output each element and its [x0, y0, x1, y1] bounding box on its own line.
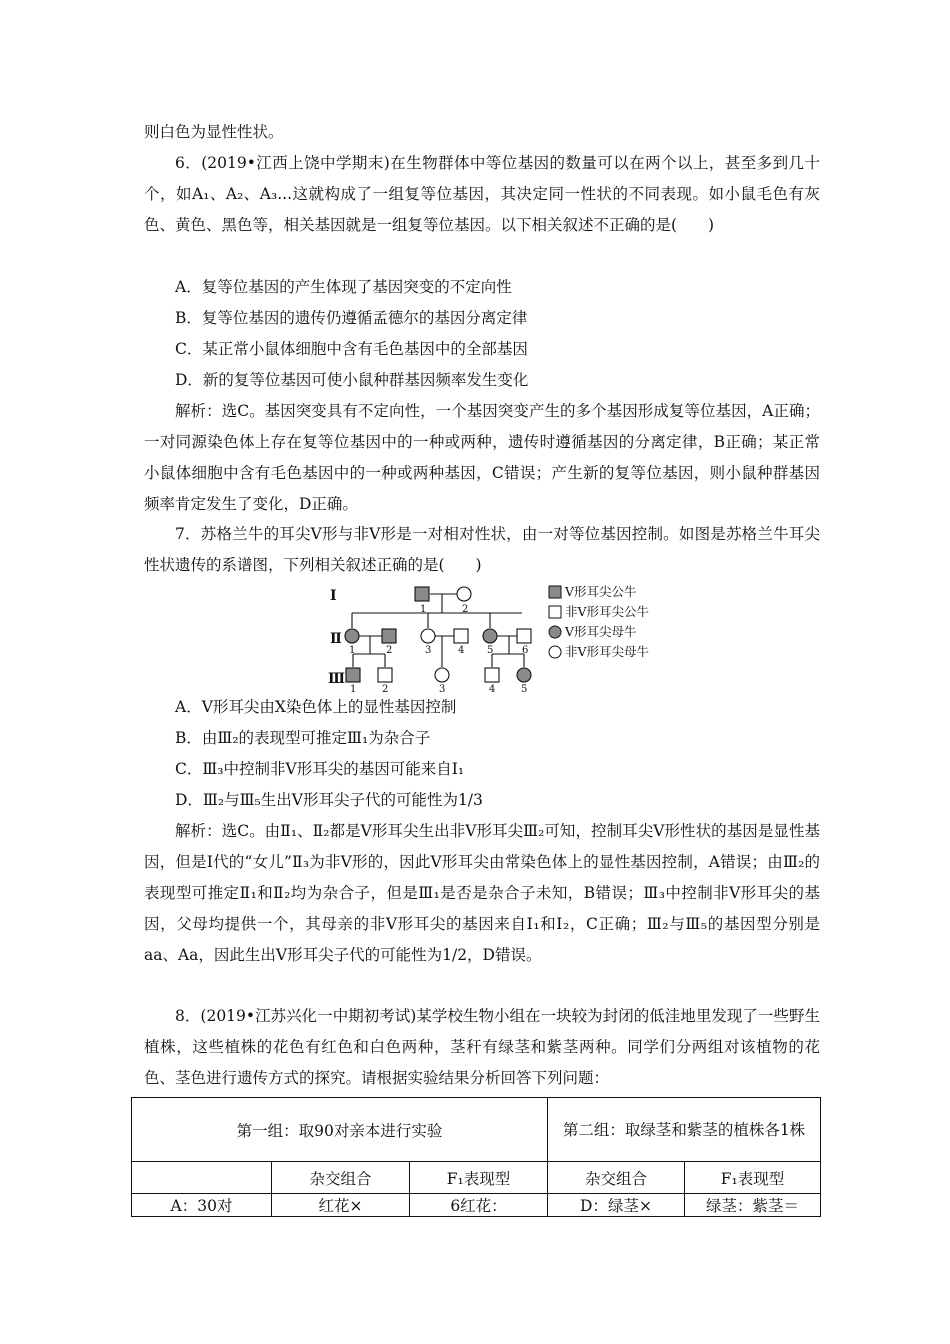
q7-option-c: C．Ⅲ₃中控制非V形耳尖的基因可能来自Ⅰ₁ — [175, 760, 465, 778]
table-cell: 6红花： — [410, 1194, 548, 1217]
group2-header: 第二组：取绿茎和紫茎的植株各1株 — [548, 1098, 821, 1162]
table-cell: A：30对 — [132, 1194, 272, 1217]
empty-circle-icon — [548, 645, 562, 659]
empty-square-icon — [548, 605, 562, 619]
num-ii-3: 3 — [425, 645, 432, 656]
experiment-table — [131, 1097, 821, 1217]
num-iii-5: 5 — [521, 684, 528, 692]
gen2-4-male-non-v-ear — [454, 629, 468, 643]
table-cell: 绿茎：紫茎＝ — [685, 1194, 821, 1217]
q6-analysis: 解析：选C。基因突变具有不定向性，一个基因突变产生的多个基因形成复等位基因，A正确；一对同源染色体上存在复等位基因中的一种或两种，遗传时遵循基因的分离定律，B正确；某正常小鼠体细胞中含有毛色基因中的一种或两种基因，C错误；产生新的复等位基因，则小鼠种群基因频率肯定发生了变化，D正确。 — [144, 402, 820, 513]
num-ii-4: 4 — [458, 645, 465, 656]
filled-circle-icon — [548, 625, 562, 639]
num-i-1: 1 — [420, 604, 427, 615]
num-iii-2: 2 — [382, 684, 389, 692]
num-iii-4: 4 — [489, 684, 496, 692]
legend-label: 非V形耳尖公牛 — [565, 604, 650, 619]
gen3-3-female-non-v-ear — [435, 668, 449, 682]
gen2-2-male-v-ear — [382, 629, 396, 643]
group1-header: 第一组：取90对亲本进行实验 — [132, 1098, 548, 1162]
gen2-6-male-non-v-ear — [517, 629, 531, 643]
q7-option-b: B．由Ⅲ₂的表现型可推定Ⅲ₁为杂合子 — [175, 729, 431, 747]
q6-option-a: A．复等位基因的产生体现了基因突变的不定向性 — [175, 278, 512, 296]
table-subheader-row — [132, 1162, 821, 1194]
legend-item-v-male — [548, 582, 649, 602]
legend-label: V形耳尖公牛 — [565, 584, 637, 599]
gen3-5-female-v-ear — [517, 668, 531, 682]
num-ii-5: 5 — [487, 645, 494, 656]
gen2-1-female-v-ear — [345, 629, 359, 643]
question-6-stem: 6．(2019•江西上饶中学期末)在生物群体中等位基因的数量可以在两个以上，甚至多到几十个，如A₁、A₂、A₃...这就构成了一组复等位基因，其决定同一性状的不同表现。如小鼠毛色有灰色、黄色、黑色等，相关基因就是一组复等位基因。以下相关叙述不正确的是( ) — [144, 154, 820, 234]
pedigree-legend — [548, 582, 649, 662]
num-i-2: 2 — [462, 604, 469, 615]
filled-square-icon — [548, 585, 562, 599]
num-iii-1: 1 — [350, 684, 357, 692]
num-iii-3: 3 — [439, 684, 446, 692]
generation-label-ii: Ⅱ — [330, 631, 342, 647]
table-cell: D：绿茎× — [548, 1194, 685, 1217]
legend-item-non-v-female — [548, 642, 649, 662]
legend-item-non-v-male — [548, 602, 649, 622]
q7-analysis: 解析：选C。由Ⅱ₁、Ⅱ₂都是V形耳尖生出非V形耳尖Ⅲ₂可知，控制耳尖V形性状的基因是显性基因，但是Ⅰ代的“女儿”Ⅱ₃为非V形的，因此V形耳尖由常染色体上的显性基因控制，A错误；由Ⅲ₂的表现型可推定Ⅱ₁和Ⅱ₂均为杂合子，但是Ⅲ₁是否是杂合子未知，B错误；Ⅲ₃中控制非V形耳尖的基因，父母均提供一个，其母亲的非V形耳尖的基因来自Ⅰ₁和Ⅰ₂，C正确；Ⅲ₂与Ⅲ₅的基因型分别是aa、Aa，因此生出V形耳尖子代的可能性为1/2，D错误。 — [144, 822, 820, 964]
gen3-2-male-non-v-ear — [378, 668, 392, 682]
col-f1-2: F₁表现型 — [685, 1162, 821, 1194]
q7-option-a: A．V形耳尖由X染色体上的显性基因控制 — [175, 698, 457, 716]
col-cross-1: 杂交组合 — [272, 1162, 410, 1194]
intro-line: 则白色为显性性状。 — [144, 123, 284, 141]
num-ii-1: 1 — [349, 645, 356, 656]
gen2-5-female-v-ear — [483, 629, 497, 643]
col-f1-1: F₁表现型 — [410, 1162, 548, 1194]
legend-item-v-female — [548, 622, 649, 642]
table-row — [132, 1194, 821, 1217]
generation-label-iii: Ⅲ — [328, 671, 346, 687]
num-ii-2: 2 — [386, 645, 393, 656]
q6-option-b: B．复等位基因的遗传仍遵循孟德尔的基因分离定律 — [175, 309, 528, 327]
q6-option-d: D．新的复等位基因可使小鼠种群基因频率发生变化 — [175, 371, 529, 389]
num-ii-6: 6 — [522, 645, 529, 656]
q7-option-d: D．Ⅲ₂与Ⅲ₅生出V形耳尖子代的可能性为1/3 — [175, 791, 483, 809]
col-cross-2: 杂交组合 — [548, 1162, 685, 1194]
table-header-row — [132, 1098, 821, 1162]
gen3-1-male-v-ear — [346, 668, 360, 682]
gen1-female-non-v-ear — [457, 587, 471, 601]
generation-label-i: Ⅰ — [330, 588, 337, 604]
gen2-3-female-non-v-ear — [421, 629, 435, 643]
q6-option-c: C．某正常小鼠体细胞中含有毛色基因中的全部基因 — [175, 340, 528, 358]
gen3-4-male-non-v-ear — [485, 668, 499, 682]
legend-label: V形耳尖母牛 — [565, 624, 637, 639]
legend-label: 非V形耳尖母牛 — [565, 644, 650, 659]
empty-cell — [132, 1162, 272, 1194]
question-7-stem: 7．苏格兰牛的耳尖V形与非V形是一对相对性状，由一对等位基因控制。如图是苏格兰牛耳尖性状遗传的系谱图，下列相关叙述正确的是( ) — [144, 525, 820, 574]
question-8-stem: 8．(2019•江苏兴化一中期初考试)某学校生物小组在一块较为封闭的低洼地里发现了一些野生植株，这些植株的花色有红色和白色两种，茎秆有绿茎和紫茎两种。同学们分两组对该植物的花色、茎色进行遗传方式的探究。请根据实验结果分析回答下列问题： — [144, 1007, 820, 1087]
table-cell: 红花× — [272, 1194, 410, 1217]
gen1-male-v-ear — [415, 587, 429, 601]
